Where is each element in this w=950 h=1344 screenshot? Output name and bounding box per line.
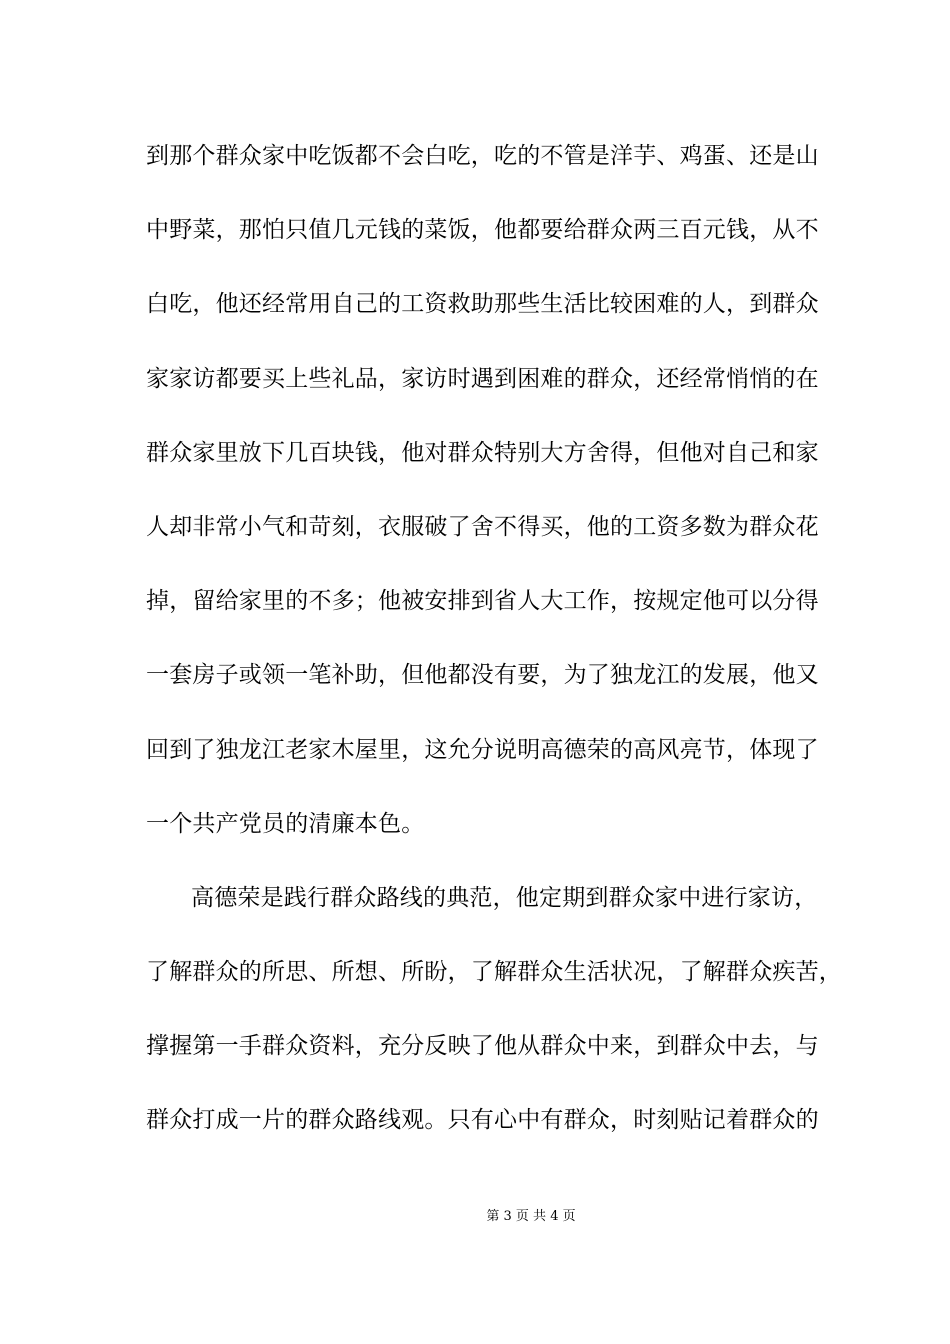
text-line: 群众打成一片的群众路线观。只有心中有群众，时刻贴记着群众的 [146, 1107, 819, 1134]
text-line: 一个共产党员的清廉本色。 [146, 810, 425, 837]
text-line: 家家访都要买上些礼品，家访时遇到困难的群众，还经常悄悄的在 [146, 365, 819, 392]
text-line: 中野菜，那怕只值几元钱的菜饭，他都要给群众两三百元钱，从不 [146, 217, 819, 244]
text-line: 一套房子或领一笔补助，但他都没有要，为了独龙江的发展，他又 [146, 662, 819, 689]
body-text [146, 136, 842, 1175]
text-line: 群众家里放下几百块钱，他对群众特别大方舍得，但他对自己和家 [146, 439, 819, 466]
text-line: 白吃，他还经常用自己的工资救助那些生活比较困难的人，到群众 [146, 291, 819, 318]
text-line: 撑握第一手群众资料，充分反映了他从群众中来，到群众中去，与 [146, 1033, 819, 1060]
text-line: 掉，留给家里的不多；他被安排到省人大工作，按规定他可以分得 [146, 588, 819, 615]
text-line: 了解群众的所思、所想、所盼，了解群众生活状况，了解群众疾苦， [146, 959, 842, 986]
text-line: 回到了独龙江老家木屋里，这允分说明高德荣的高风亮节，体现了 [146, 736, 819, 763]
text-line: 人却非常小气和苛刻，衣服破了舍不得买，他的工资多数为群众花 [146, 513, 819, 540]
paragraph-start-line: 高德荣是践行群众路线的典范，他定期到群众家中进行家访， [191, 884, 818, 911]
text-line: 到那个群众家中吃饭都不会白吃，吃的不管是洋芋、鸡蛋、还是山 [146, 143, 819, 169]
page-number-footer: 第 3 页 共 4 页 [486, 1209, 576, 1224]
